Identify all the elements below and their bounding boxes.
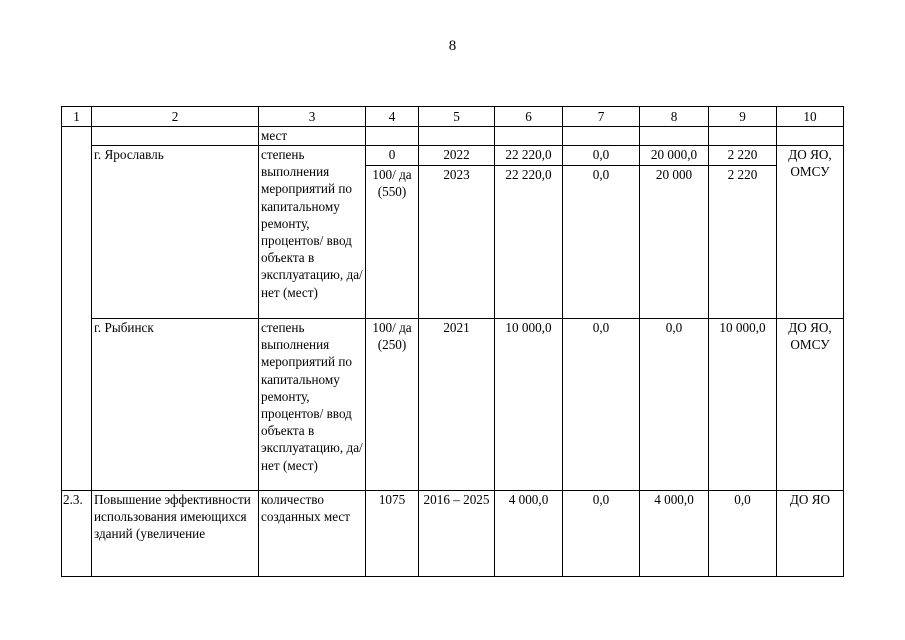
col-header-2: 2 [92,107,259,127]
year-cell: 2016 – 2025 [419,491,495,577]
cell-empty [709,127,777,146]
cell-empty [419,127,495,146]
program-table [61,106,844,577]
item-number-cell-continued [62,127,92,491]
col-header-9: 9 [709,107,777,127]
executor-rybinsk: ДО ЯО, ОМСУ [777,319,844,491]
cell-empty [563,127,640,146]
year-cell: 2022 [419,146,495,166]
col-header-5: 5 [419,107,495,127]
cell-empty [777,127,844,146]
indicator-item-2-3: количество созданных мест [259,491,366,577]
regional-funding-cell: 4 000,0 [640,491,709,577]
municipal-funding-cell: 2 220 [709,146,777,166]
municipality-rybinsk: г. Рыбинск [92,319,259,491]
page-number: 8 [448,38,457,54]
total-funding-cell: 4 000,0 [495,491,563,577]
item-name: Повышение эффективности использования имеющихся зданий (увеличение [92,491,259,577]
federal-funding-cell: 0,0 [563,146,640,166]
regional-funding-cell: 0,0 [640,319,709,491]
total-funding-cell: 10 000,0 [495,319,563,491]
total-funding-cell: 22 220,0 [495,166,563,319]
federal-funding-cell: 0,0 [563,319,640,491]
federal-funding-cell: 0,0 [563,491,640,577]
col-header-4: 4 [366,107,419,127]
indicator-value: 100/ да (250) [366,319,419,491]
column-numbers-row [62,107,844,127]
item-2-3-row [62,491,844,577]
continuation-row [62,127,844,146]
executor-item-2-3: ДО ЯО [777,491,844,577]
municipal-funding-cell: 10 000,0 [709,319,777,491]
col-header-1: 1 [62,107,92,127]
municipal-funding-cell: 0,0 [709,491,777,577]
yaroslavl-row-2022 [62,146,844,166]
regional-funding-cell: 20 000 [640,166,709,319]
indicator-value: 0 [366,146,419,166]
indicator-value: 100/ да (550) [366,166,419,319]
total-funding-cell: 22 220,0 [495,146,563,166]
cell-empty [640,127,709,146]
cell-empty [495,127,563,146]
indicator-yaroslavl: степень выполнения мероприятий по капитальному ремонту, процентов/ ввод объекта в эксплуатацию, да/нет (мест) [259,146,366,319]
year-cell: 2023 [419,166,495,319]
col-header-8: 8 [640,107,709,127]
indicator-value: 1075 [366,491,419,577]
federal-funding-cell: 0,0 [563,166,640,319]
item-number: 2.3. [62,491,92,577]
regional-funding-cell: 20 000,0 [640,146,709,166]
col-header-6: 6 [495,107,563,127]
cell-empty [366,127,419,146]
executor-yaroslavl: ДО ЯО, ОМСУ [777,146,844,319]
col-header-7: 7 [563,107,640,127]
indicator-rybinsk: степень выполнения мероприятий по капитальному ремонту, процентов/ ввод объекта в эксплуатацию, да/нет (мест) [259,319,366,491]
col-header-10: 10 [777,107,844,127]
municipal-funding-cell: 2 220 [709,166,777,319]
rybinsk-row [62,319,844,491]
cell-empty [92,127,259,146]
municipality-yaroslavl: г. Ярославль [92,146,259,319]
year-cell: 2021 [419,319,495,491]
col-header-3: 3 [259,107,366,127]
indicator-continued: мест [259,127,366,146]
